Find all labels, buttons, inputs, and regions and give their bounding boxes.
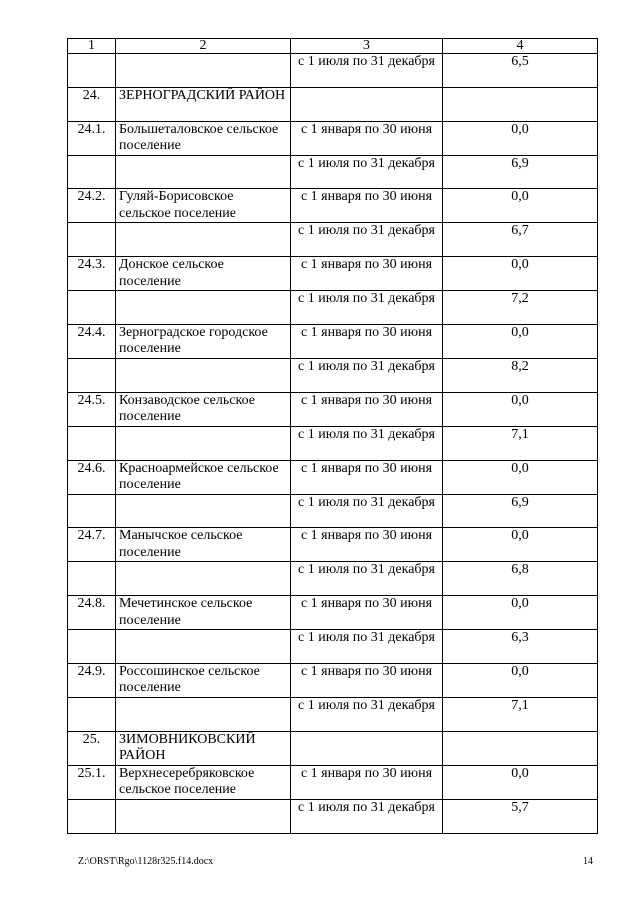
row-period-cell: с 1 июля по 31 декабря bbox=[291, 291, 443, 325]
row-number-cell bbox=[68, 358, 116, 392]
row-value-cell: 0,0 bbox=[443, 189, 598, 223]
row-period-cell: с 1 июля по 31 декабря bbox=[291, 155, 443, 189]
row-name-cell: Большеталовское сельское поселение bbox=[116, 121, 291, 155]
row-period-cell: с 1 января по 30 июня bbox=[291, 460, 443, 494]
row-name-cell: Конзаводское сельское поселение bbox=[116, 392, 291, 426]
row-name-cell: Красноармейское сельское поселение bbox=[116, 460, 291, 494]
table-row bbox=[68, 630, 598, 664]
row-number-cell: 24.2. bbox=[68, 189, 116, 223]
table-row bbox=[68, 324, 598, 358]
row-value-cell: 6,8 bbox=[443, 562, 598, 596]
row-number-cell bbox=[68, 630, 116, 664]
table-row bbox=[68, 155, 598, 189]
row-period-cell: с 1 июля по 31 декабря bbox=[291, 630, 443, 664]
row-number-cell bbox=[68, 494, 116, 528]
row-name-cell bbox=[116, 291, 291, 325]
row-number-cell bbox=[68, 799, 116, 833]
table-row bbox=[68, 596, 598, 630]
table-row bbox=[68, 460, 598, 494]
row-value-cell: 8,2 bbox=[443, 358, 598, 392]
row-value-cell: 6,9 bbox=[443, 494, 598, 528]
row-number-cell: 24.1. bbox=[68, 121, 116, 155]
row-period-cell: с 1 января по 30 июня bbox=[291, 324, 443, 358]
row-number-cell: 24.7. bbox=[68, 528, 116, 562]
row-period-cell: с 1 января по 30 июня bbox=[291, 765, 443, 799]
row-value-cell: 6,9 bbox=[443, 155, 598, 189]
row-value-cell: 7,2 bbox=[443, 291, 598, 325]
row-number-cell bbox=[68, 54, 116, 88]
footer-page-number: 14 bbox=[583, 856, 593, 867]
row-value-cell: 7,1 bbox=[443, 697, 598, 731]
table-row bbox=[68, 121, 598, 155]
row-period-cell: с 1 июля по 31 декабря bbox=[291, 494, 443, 528]
table-row bbox=[68, 494, 598, 528]
table-row bbox=[68, 562, 598, 596]
table-row bbox=[68, 765, 598, 799]
row-period-cell: с 1 июля по 31 декабря bbox=[291, 54, 443, 88]
row-value-cell: 0,0 bbox=[443, 257, 598, 291]
row-name-cell: Верхнесеребряковское сельское поселение bbox=[116, 765, 291, 799]
row-value-cell: 0,0 bbox=[443, 528, 598, 562]
row-name-cell: Гуляй-Борисовское сельское поселение bbox=[116, 189, 291, 223]
row-name-cell bbox=[116, 494, 291, 528]
row-name-cell: ЗИМОВНИКОВСКИЙ РАЙОН bbox=[116, 731, 291, 765]
row-period-cell: с 1 января по 30 июня bbox=[291, 121, 443, 155]
row-number-cell bbox=[68, 155, 116, 189]
row-number-cell: 25.1. bbox=[68, 765, 116, 799]
row-value-cell: 7,1 bbox=[443, 426, 598, 460]
row-name-cell bbox=[116, 155, 291, 189]
table-row bbox=[68, 528, 598, 562]
row-number-cell bbox=[68, 562, 116, 596]
row-number-cell: 24. bbox=[68, 87, 116, 121]
header-col-4: 4 bbox=[443, 39, 598, 54]
row-value-cell: 0,0 bbox=[443, 392, 598, 426]
table-row bbox=[68, 358, 598, 392]
row-number-cell: 24.6. bbox=[68, 460, 116, 494]
row-period-cell: с 1 июля по 31 декабря bbox=[291, 223, 443, 257]
row-name-cell bbox=[116, 799, 291, 833]
row-period-cell bbox=[291, 87, 443, 121]
header-col-3: 3 bbox=[291, 39, 443, 54]
row-period-cell: с 1 июля по 31 декабря bbox=[291, 697, 443, 731]
row-name-cell bbox=[116, 358, 291, 392]
row-period-cell: с 1 января по 30 июня bbox=[291, 257, 443, 291]
table-row bbox=[68, 663, 598, 697]
row-value-cell: 0,0 bbox=[443, 663, 598, 697]
row-number-cell: 25. bbox=[68, 731, 116, 765]
table-row bbox=[68, 54, 598, 88]
row-value-cell: 5,7 bbox=[443, 799, 598, 833]
row-number-cell: 24.3. bbox=[68, 257, 116, 291]
header-col-2: 2 bbox=[116, 39, 291, 54]
table-row bbox=[68, 223, 598, 257]
row-name-cell bbox=[116, 562, 291, 596]
row-period-cell: с 1 июля по 31 декабря bbox=[291, 426, 443, 460]
row-period-cell: с 1 июля по 31 декабря bbox=[291, 562, 443, 596]
row-name-cell: Манычское сельское поселение bbox=[116, 528, 291, 562]
table-row bbox=[68, 426, 598, 460]
table-header-row bbox=[68, 39, 598, 54]
row-period-cell: с 1 января по 30 июня bbox=[291, 663, 443, 697]
table-row bbox=[68, 87, 598, 121]
row-period-cell: с 1 января по 30 июня bbox=[291, 189, 443, 223]
row-period-cell: с 1 июля по 31 декабря bbox=[291, 358, 443, 392]
row-value-cell: 0,0 bbox=[443, 765, 598, 799]
row-number-cell: 24.8. bbox=[68, 596, 116, 630]
row-period-cell: с 1 января по 30 июня bbox=[291, 392, 443, 426]
header-col-1: 1 bbox=[68, 39, 116, 54]
row-name-cell: Зерноградское городское поселение bbox=[116, 324, 291, 358]
row-value-cell: 0,0 bbox=[443, 596, 598, 630]
row-value-cell bbox=[443, 731, 598, 765]
row-value-cell: 0,0 bbox=[443, 324, 598, 358]
row-value-cell: 6,3 bbox=[443, 630, 598, 664]
row-name-cell bbox=[116, 697, 291, 731]
footer-file-path: Z:\ORST\Rgo\1128r325.f14.docx bbox=[78, 856, 214, 867]
row-number-cell: 24.4. bbox=[68, 324, 116, 358]
row-name-cell: ЗЕРНОГРАДСКИЙ РАЙОН bbox=[116, 87, 291, 121]
row-value-cell: 0,0 bbox=[443, 460, 598, 494]
row-period-cell: с 1 января по 30 июня bbox=[291, 596, 443, 630]
table-row bbox=[68, 291, 598, 325]
row-value-cell: 6,5 bbox=[443, 54, 598, 88]
table-row bbox=[68, 799, 598, 833]
row-name-cell bbox=[116, 426, 291, 460]
row-period-cell bbox=[291, 731, 443, 765]
row-period-cell: с 1 января по 30 июня bbox=[291, 528, 443, 562]
row-number-cell: 24.9. bbox=[68, 663, 116, 697]
row-value-cell: 0,0 bbox=[443, 121, 598, 155]
row-number-cell: 24.5. bbox=[68, 392, 116, 426]
row-period-cell: с 1 июля по 31 декабря bbox=[291, 799, 443, 833]
row-number-cell bbox=[68, 697, 116, 731]
row-number-cell bbox=[68, 291, 116, 325]
row-value-cell bbox=[443, 87, 598, 121]
table-row bbox=[68, 392, 598, 426]
row-name-cell: Донское сельское поселение bbox=[116, 257, 291, 291]
row-name-cell: Мечетинское сельское поселение bbox=[116, 596, 291, 630]
row-name-cell bbox=[116, 54, 291, 88]
table-row bbox=[68, 257, 598, 291]
row-number-cell bbox=[68, 426, 116, 460]
row-number-cell bbox=[68, 223, 116, 257]
row-name-cell bbox=[116, 630, 291, 664]
table-row bbox=[68, 731, 598, 765]
tariff-table bbox=[67, 38, 598, 834]
table-row bbox=[68, 189, 598, 223]
row-name-cell: Россошинское сельское поселение bbox=[116, 663, 291, 697]
row-value-cell: 6,7 bbox=[443, 223, 598, 257]
table-row bbox=[68, 697, 598, 731]
row-name-cell bbox=[116, 223, 291, 257]
